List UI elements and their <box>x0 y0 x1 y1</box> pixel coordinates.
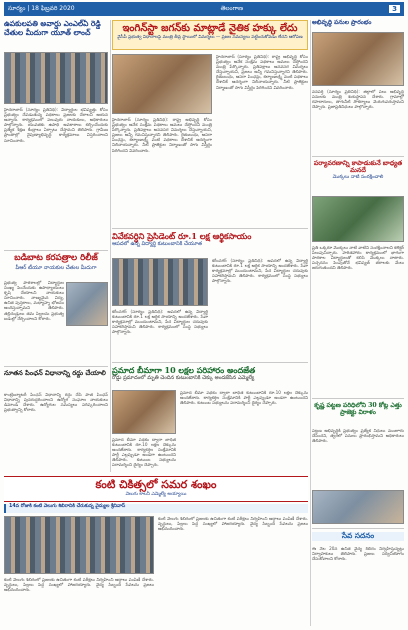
article-right-top-headline: అభివృద్ధి పనుల ప్రారంభం <box>312 19 372 26</box>
column-divider <box>310 20 311 626</box>
article-mid-third <box>112 366 308 382</box>
article-left-top <box>4 20 108 37</box>
article-bottom-right <box>312 532 404 541</box>
divider <box>4 366 108 367</box>
photo-bottom-left <box>4 516 154 574</box>
photo-mid-second <box>112 258 208 306</box>
photo-right-third <box>312 490 404 524</box>
article-mid-second-body-left: కరీంనగర్ (సూర్యం ప్రతినిధి): ఆపదలో ఉన్న విద్యార్థి కుటుంబానికి రూ.1 లక్ష ఆర్థిక సాయాన్ని అందజేశారు. సేవా కార్యక్రమాల్లో ముందుంటామని, పేద విద్యార్థుల చదువుకు సహకరిస్తామని తెలిపారు. కార్యక్రమంలో సంస్థ సభ్యులు పాల్గొన్నారు. <box>112 309 208 335</box>
article-left-second-body: ప్రభుత్వ పాఠశాలల్లో విద్యార్థుల సంఖ్య పెంచేందుకు ఉపాధ్యాయులు కృషి చేయాలని నాయకులు సూచించారు. నాణ్యమైన విద్య, ఉచిత పుస్తకాలు, మధ్యాహ్న భోజనం అందిస్తున్నామని తెలిపారు. తల్లిదండ్రులు తమ పిల్లలను ప్రభుత్వ బడుల్లో చేర్పించాలని కోరారు. <box>4 280 64 321</box>
divider <box>112 228 308 229</box>
photo-mid-top <box>112 54 212 114</box>
divider <box>312 528 404 529</box>
article-bottom-banner-sub: వెలుగు కాలనీ ఎమ్మెల్యే అయ్యాయి <box>125 491 187 497</box>
article-left-second-sub: పీఆర్ టీయూ నాయకుల చేతుల మీదుగా <box>15 264 97 271</box>
article-left-third-body: కాంట్రిబ్యూటరీ పింఛన్ విధానాన్ని రద్దు చేసి పాత పింఛన్ విధానాన్ని పునరుద్ధరించాలని ఉద్యోగ సంఘాల నాయకులు డిమాండ్ చేశారు. ఉద్యోగుల సమస్యలు పరిష్కరించాలని ప్రభుత్వాన్ని కోరారు. <box>4 392 108 413</box>
article-mid-second-body: కరీంనగర్ (సూర్యం ప్రతినిధి): ఆపదలో ఉన్న విద్యార్థి కుటుంబానికి రూ.1 లక్ష ఆర్థిక సాయాన్ని అందజేశారు. సేవా కార్యక్రమాల్లో ముందుంటామని, పేద విద్యార్థుల చదువుకు సహకరిస్తామని తెలిపారు. కార్యక్రమంలో సంస్థ సభ్యులు పాల్గొన్నారు. <box>212 258 308 284</box>
article-left-third-headline: నూతన పింఛన్ విధానాన్ని రద్దు చేయాలి <box>4 369 106 377</box>
article-bottom-right-headline: సేవ సదనం <box>312 532 404 541</box>
article-mid-top-body-right: హైదరాబాద్ (సూర్యం ప్రతినిధి): రాష్ట్ర అభివృద్ధి కోసం ప్రభుత్వం అనేక సంక్షేమ పథకాలు అమలు చేస్తోందని మంత్రి పేర్కొన్నారు. ప్రతిపక్షాలు అనవసర విమర్శలు చేస్తున్నాయని, ప్రజలు అన్నీ గమనిస్తున్నారని తెలిపారు. రైతుబంధు, ఆసరా పింఛన్లు, కల్యాణలక్ష్మి వంటి పథకాలు దేశానికే ఆదర్శంగా నిలిచాయన్నారు. నీటి ప్రాజెక్టుల నిర్మాణంతో సాగు విస్తీర్ణం పెరిగిందని వివరించారు. <box>216 54 308 90</box>
divider <box>4 250 108 251</box>
article-mid-third-body-left: ప్రమాద బీమా పథకం ద్వారా బాధిత కుటుంబానికి రూ.10 లక్షల చెక్కును అందజేశారు. కార్యకర్తల సంక్షేమానికి పార్టీ ఎల్లప్పుడూ అండగా ఉంటుందని తెలిపారు. కుటుంబ సభ్యులను పరామర్శించి ధైర్యం చెప్పారు. <box>112 437 176 468</box>
article-banner-headline: ఇంగిన్‌స్టా జగన్‌కు మాట్లాడే నైతిక హక్కు లేదు <box>122 23 298 34</box>
article-banner <box>112 20 308 50</box>
article-right-third <box>312 402 404 416</box>
divider <box>312 156 404 157</box>
photo-mid-third <box>112 390 176 434</box>
article-right-third-headline: కృష్ణ పట్టణ పరిధిలోని 30 కోట్ల ఎత్తు ప్రాజెక్టు విరాళం <box>314 402 402 417</box>
article-bottom-right-body: ఈ నెల 20న ఉచిత వైద్య శిబిరం నిర్వహిస్తున్నట్లు నిర్వాహకులు తెలిపారు. ప్రజలు సద్వినియోగం చేసుకోవాలని కోరారు. <box>312 546 404 562</box>
photo-right-top <box>312 32 404 86</box>
divider <box>112 362 308 363</box>
article-right-top <box>312 20 404 27</box>
article-right-top-body: వనపర్తి (సూర్యం ప్రతినిధి): జిల్లాలో పలు అభివృద్ధి పనులకు మంత్రి శంకుస్థాపన చేశారు. గ్రామాల్లో రహదారులు, తాగునీటి సౌకర్యాలు మెరుగుపరుస్తామని చెప్పారు. ప్రజాప్రతినిధులు పాల్గొన్నారు. <box>312 89 404 110</box>
article-mid-top-body: హైదరాబాద్ (సూర్యం ప్రతినిధి): రాష్ట్ర అభివృద్ధి కోసం ప్రభుత్వం అనేక సంక్షేమ పథకాలు అమలు చేస్తోందని మంత్రి పేర్కొన్నారు. ప్రతిపక్షాలు అనవసర విమర్శలు చేస్తున్నాయని, ప్రజలు అన్నీ గమనిస్తున్నారని తెలిపారు. రైతుబంధు, ఆసరా పింఛన్లు, కల్యాణలక్ష్మి వంటి పథకాలు దేశానికే ఆదర్శంగా నిలిచాయన్నారు. నీటి ప్రాజెక్టుల నిర్మాణంతో సాగు విస్తీర్ణం పెరిగిందని వివరించారు. <box>112 117 212 153</box>
article-right-mid-headline: పర్యావరణాన్ని కాపాడుకునే బాధ్యత మనదే <box>313 159 403 175</box>
article-bottom-banner-headline: కంటి చికిత్సలో సమర శంఖం <box>95 478 217 491</box>
article-banner-sub: వైసీపీ ప్రభుత్వ విధానాలపై మంత్రి తీవ్ర స్థాయిలో విమర్శలు — ప్రజల సమస్యలు పట్టించుకోవడం లేదని ఆరోపణ <box>117 34 303 40</box>
article-left-top-headline: ఉపకులపతి అవార్డు ఎంఎల్ఏ రెడ్డి చేతుల మీదుగా యూత్ లాంచ్ <box>4 19 101 37</box>
article-mid-third-headline: ప్రమాద బీమాగా 10 లక్షల పరిహారం అందజేత <box>112 365 256 375</box>
article-right-mid-sub: మొక్కలు నాటి సంరక్షించాలి <box>332 174 384 180</box>
header-date: సూర్యం | 18 ఫిబ్రవరి 2020 <box>8 5 75 12</box>
article-mid-second <box>112 232 308 248</box>
page-header <box>4 2 404 16</box>
article-mid-second-headline: వివేకవర్ధిని ప్రెసిడెంట్ రూ.1 లక్ష ఆర్థికసాయం <box>112 231 252 241</box>
divider <box>312 398 404 399</box>
photo-right-mid <box>312 196 404 242</box>
photo-left-top <box>4 52 108 104</box>
article-bottom-strap-text: 14వ రోజుకి కంటి వెలుగు శిబిరానికి చేరుకున్న వైద్యుల శ్రీనివాస్ <box>9 504 126 509</box>
article-bottom-left-body: కంటి వెలుగు శిబిరంలో ప్రజలకు ఉచితంగా కంటి పరీక్షలు నిర్వహించి అద్దాలు పంపిణీ చేశారు. వృద్ధులు, పిల్లలు పెద్ద సంఖ్యలో హాజరయ్యారు. వైద్య సిబ్బంది సేవలను ప్రజలు అభినందించారు. <box>4 577 154 593</box>
article-bottom-banner <box>4 476 308 502</box>
page-number: 3 <box>389 5 400 13</box>
article-left-second-headline: బడిబాట కరపత్రాల రిలీజ్ <box>14 253 98 263</box>
photo-left-second <box>66 282 108 326</box>
article-left-second <box>4 254 108 272</box>
article-right-third-body: పట్టణ అభివృద్ధికి ప్రభుత్వం ప్రత్యేక నిధులు మంజూరు చేసిందని, త్వరలో పనులు ప్రారంభిస్తామని అధికారులు తెలిపారు. <box>312 428 404 444</box>
article-right-mid <box>312 160 404 181</box>
article-left-third <box>4 370 108 378</box>
article-left-top-body: హైదరాబాద్ (సూర్యం ప్రతినిధి): విద్యార్థుల భవిష్యత్తు కోసం ప్రభుత్వం చేపడుతున్న పథకాలు ప్రజలకు చేరాలని ఆయన అన్నారు. కార్యక్రమంలో పలువురు నాయకులు, అధికారులు పాల్గొన్నారు. యువతకు ఉపాధి అవకాశాలు కల్పించేందుకు ప్రత్యేక శిక్షణ కేంద్రాలు ఏర్పాటు చేస్తామని తెలిపారు. గ్రామీణ ప్రాంతాల్లో నైపుణ్యాభివృద్ధి కార్యక్రమాలు విస్తరించాలని సూచించారు. <box>4 107 108 143</box>
article-mid-third-body: ప్రమాద బీమా పథకం ద్వారా బాధిత కుటుంబానికి రూ.10 లక్షల చెక్కును అందజేశారు. కార్యకర్తల సంక్షేమానికి పార్టీ ఎల్లప్పుడూ అండగా ఉంటుందని తెలిపారు. కుటుంబ సభ్యులను పరామర్శించి ధైర్యం చెప్పారు. <box>180 390 308 406</box>
header-section: తెలంగాణ <box>220 5 244 12</box>
article-mid-second-sub: ఆపదలో ఉన్న విద్యార్థి కుటుంబానికి చేయూత <box>112 241 203 248</box>
article-bottom-mid-body: కంటి వెలుగు శిబిరంలో ప్రజలకు ఉచితంగా కంటి పరీక్షలు నిర్వహించి అద్దాలు పంపిణీ చేశారు. వృద్ధులు, పిల్లలు పెద్ద సంఖ్యలో హాజరయ్యారు. వైద్య సిబ్బంది సేవలను ప్రజలు అభినందించారు. <box>158 516 308 532</box>
article-mid-third-sub: రోడ్డు ప్రమాదంలో మృతి చెందిన కుటుంబానికి చెక్కు అందజేసిన ఎమ్మెల్యే <box>112 375 255 382</box>
article-bottom-strap <box>4 504 308 513</box>
article-right-mid-body: ప్రతి ఒక్కరూ మొక్కలు నాటి వాటిని సంరక్షించాలని కలెక్టర్ పిలుపునిచ్చారు. హరితహారం కార్యక్రమంలో భాగంగా పాఠశాల విద్యార్థులతో కలిసి మొక్కలు నాటారు. పచ్చదనం పెంపుతోనే భవిష్యత్ తరాలకు మేలు జరుగుతుందని తెలిపారు. <box>312 245 404 271</box>
column-divider <box>110 20 111 472</box>
